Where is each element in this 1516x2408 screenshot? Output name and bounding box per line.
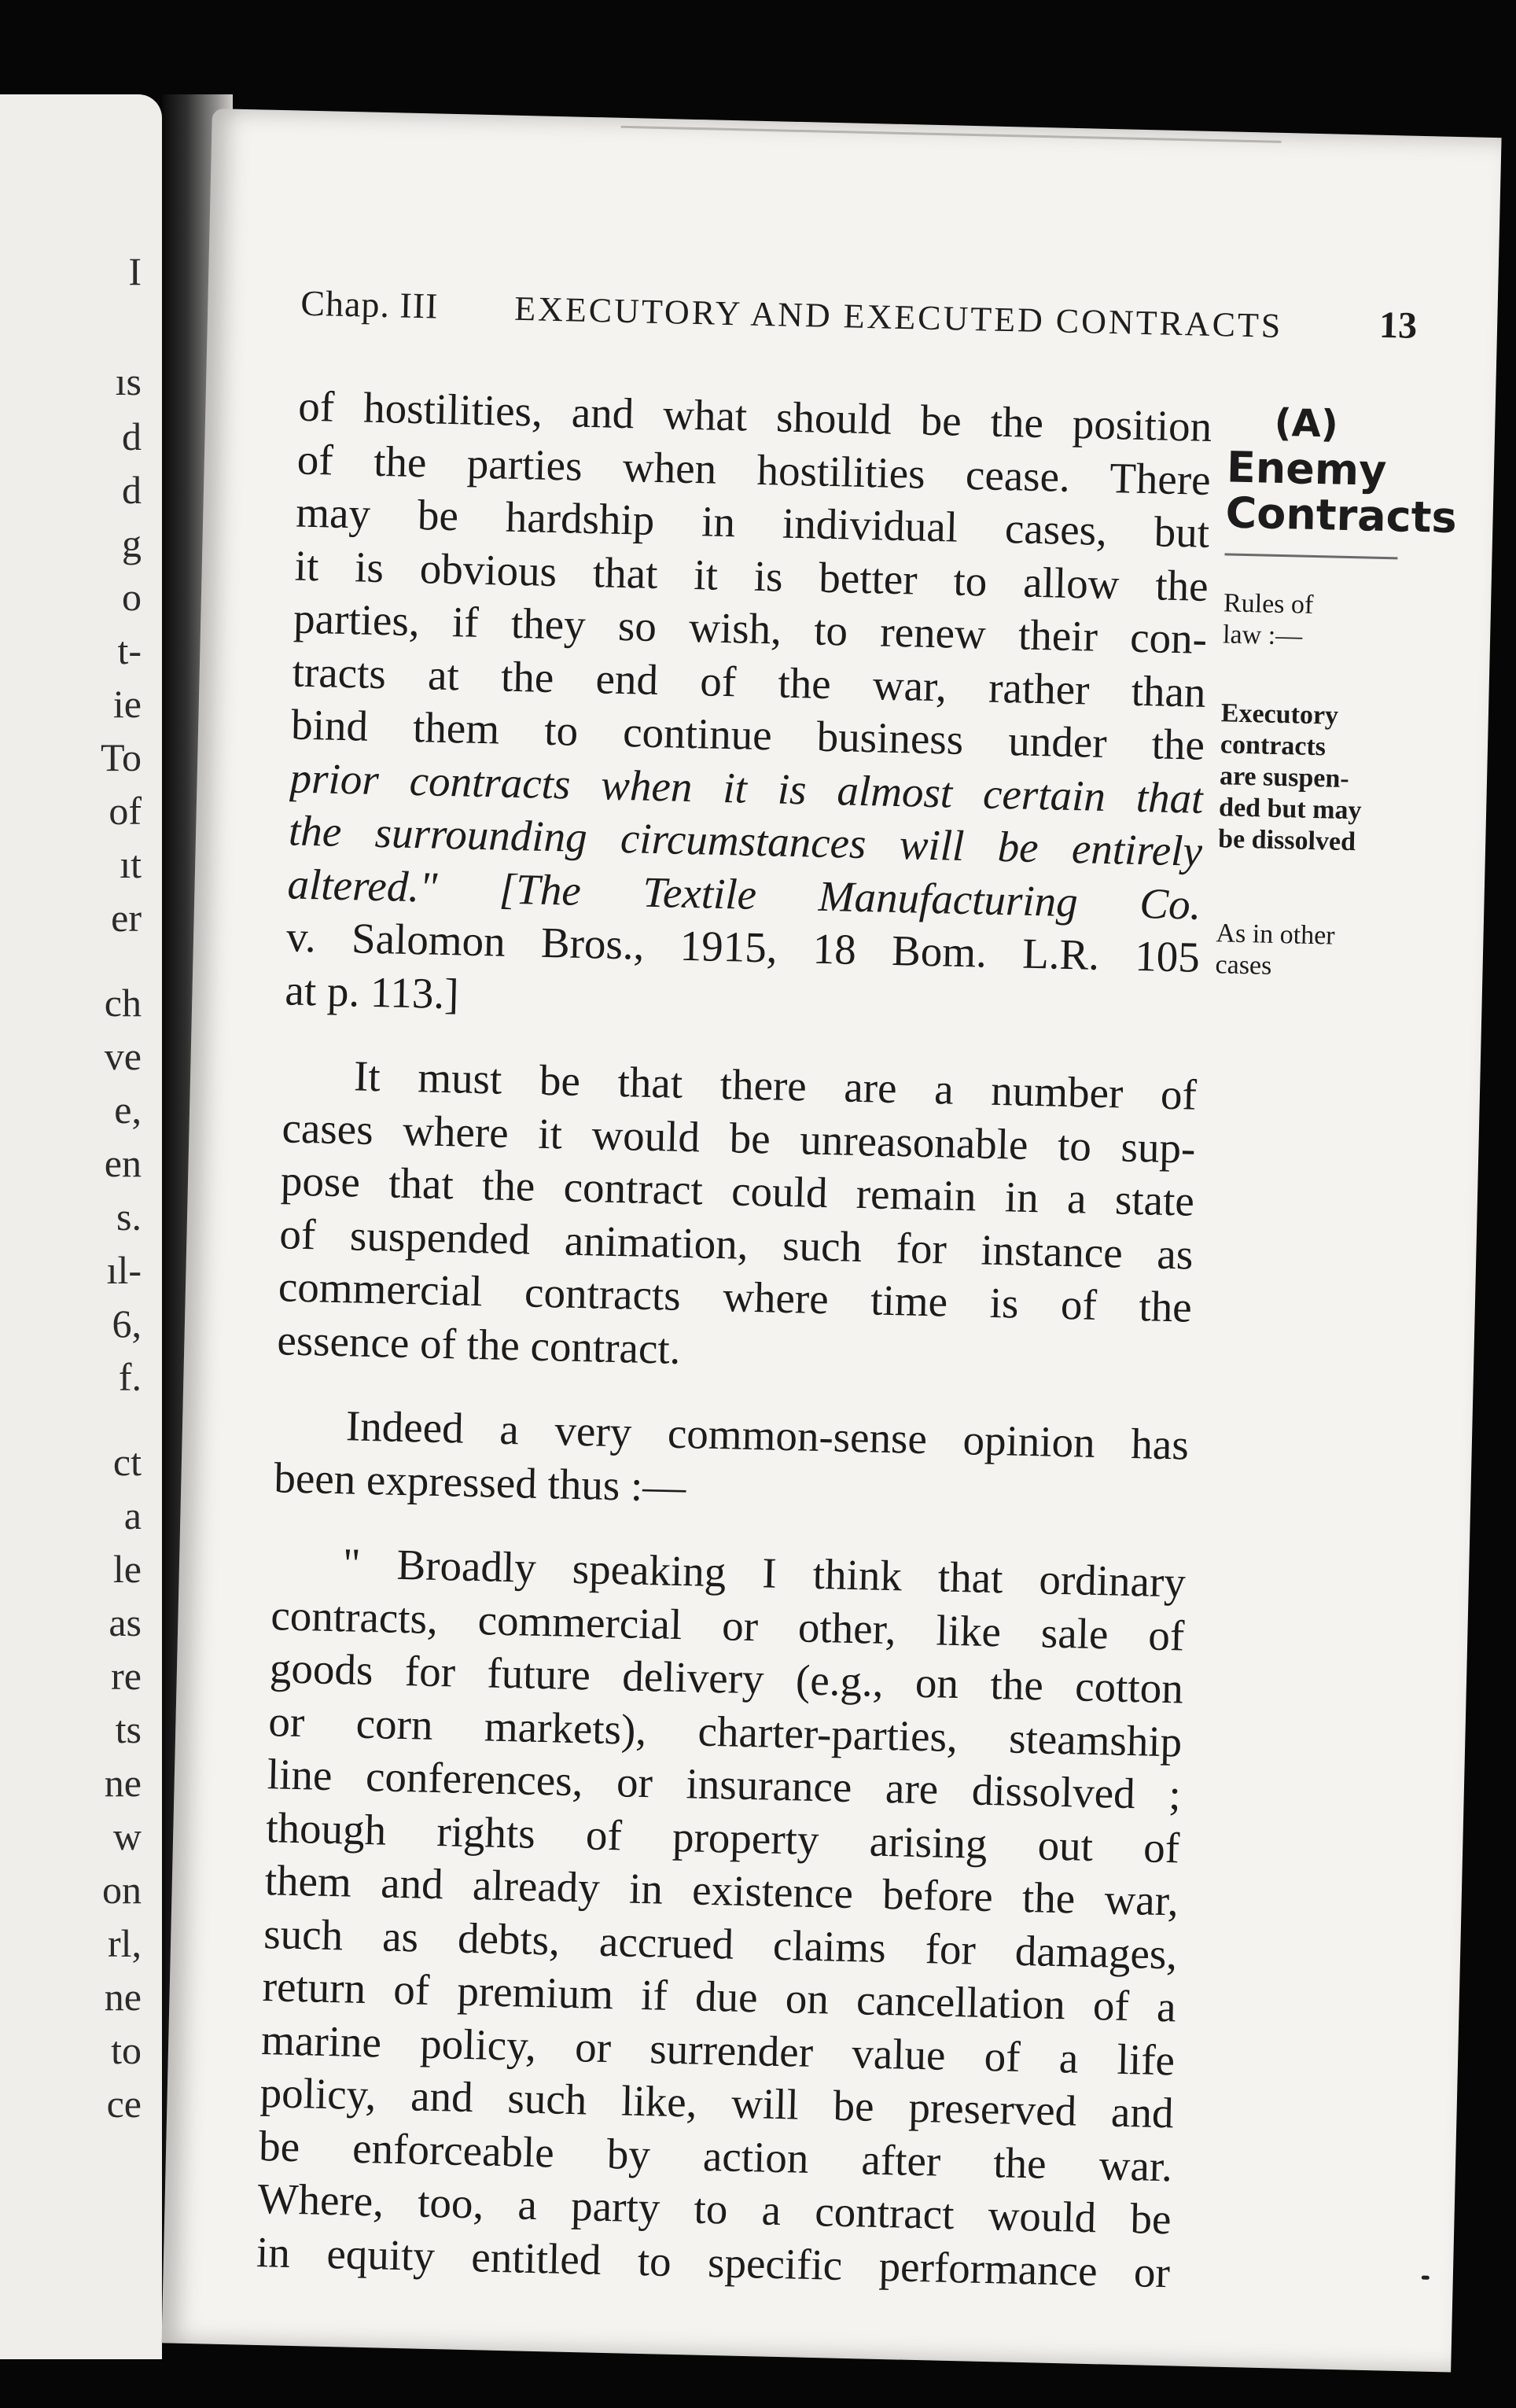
text-line: it is obvious that it is better to allow the xyxy=(294,541,1209,610)
sidenote-line: Executory xyxy=(1220,698,1339,731)
text-line: policy, and such like, will be preserved and xyxy=(259,2068,1175,2137)
left-page-fragment: as xyxy=(109,1600,142,1644)
left-page-fragment: ıl- xyxy=(106,1248,142,1292)
text-line: of hostilities, and what should be the position xyxy=(297,381,1212,451)
left-page-fragment: ie xyxy=(112,682,142,726)
text-line: essence of the contract. xyxy=(276,1315,682,1373)
left-page-fragment: ve xyxy=(104,1034,142,1078)
left-page-fragment: ıt xyxy=(120,842,142,886)
text-line: v. Salomon Bros., 1915, 18 Bom. L.R. 105 xyxy=(285,912,1201,981)
left-page-fragment: le xyxy=(112,1547,142,1591)
text-line: It must be that there are a number of xyxy=(353,1051,1198,1119)
left-page-fragment: ct xyxy=(112,1440,142,1484)
section-letter: (A) xyxy=(1274,400,1339,447)
text-line: of the parties when hostilities cease. There xyxy=(296,435,1212,504)
text-line: parties, if they so wish, to renew their con- xyxy=(293,594,1208,663)
left-page-fragment: ne xyxy=(104,1761,142,1805)
scan-speck xyxy=(1422,2276,1430,2280)
sidenote-other-cases xyxy=(1215,918,1389,985)
text-line: of suspended animation, such for instance as xyxy=(278,1209,1194,1279)
left-page-fragment: rl, xyxy=(107,1921,142,1965)
left-page-fragment: I xyxy=(128,249,142,293)
text-line: line conferences, or insurance are dissolved ; xyxy=(267,1750,1182,1819)
left-page-fragment: re xyxy=(111,1654,142,1698)
text-line: Where, too, a party to a contract would be xyxy=(257,2174,1172,2244)
left-page-fragment: d xyxy=(122,468,142,512)
right-page xyxy=(162,109,1502,2372)
left-page-fragment: 6, xyxy=(112,1302,142,1346)
sidenote-line: ded but may xyxy=(1218,793,1362,826)
text-line: may be hardship in individual cases, but xyxy=(295,488,1210,557)
left-page-fragment: ıs xyxy=(115,359,142,403)
text-line: " Broadly speaking I think that ordinary xyxy=(342,1539,1187,1607)
body-text xyxy=(256,380,1212,2299)
left-page-fragment: on xyxy=(102,1868,142,1912)
text-line: such as debts, accrued claims for damages, xyxy=(263,1909,1178,1978)
left-page-fragment: en xyxy=(104,1141,142,1185)
text-line: tracts at the end of the war, rather than xyxy=(292,647,1207,716)
text-line: bind them to continue business under the xyxy=(290,700,1205,769)
left-page-fragment: er xyxy=(111,896,142,940)
text-line: be enforceable by action after the war. xyxy=(258,2121,1173,2190)
left-page-fragment: of xyxy=(109,789,142,833)
text-line: cases where it would be unreasonable to sup- xyxy=(281,1103,1197,1173)
page-top-edge xyxy=(621,126,1282,143)
text-line: the surrounding circumstances will be entirely xyxy=(288,806,1203,875)
running-title: EXECUTORY AND EXECUTED CONTRACTS xyxy=(513,289,1283,345)
left-page-fragment: To xyxy=(100,735,142,779)
left-page-fragment: ce xyxy=(106,2082,142,2126)
text-line: goods for future delivery (e.g., on the cotton xyxy=(269,1644,1184,1713)
section-sidenote xyxy=(1224,399,1458,543)
section-title-line: Enemy xyxy=(1226,442,1388,495)
running-header xyxy=(300,276,1417,364)
text-line: at p. 113.] xyxy=(284,965,460,1018)
text-line: or corn markets), charter-parties, steamship xyxy=(267,1696,1183,1766)
text-line: in equity entitled to specific performance or xyxy=(256,2227,1171,2296)
sidenote-line: Rules of xyxy=(1223,588,1314,620)
left-page-fragment: f. xyxy=(118,1355,142,1399)
sidenote-line: cases xyxy=(1215,950,1272,981)
text-line: Indeed a very common-sense opinion has xyxy=(345,1401,1190,1469)
text-line: prior contracts when it is almost certain that xyxy=(289,753,1205,823)
sidenote-line: As in other xyxy=(1216,919,1336,951)
left-page-fragment: e, xyxy=(114,1088,142,1132)
chapter-label: Chap. III xyxy=(300,282,440,326)
sidenote-rules-of-law xyxy=(1223,587,1397,654)
left-page-fragment: to xyxy=(111,2028,142,2072)
left-page-fragment: ne xyxy=(104,1975,142,2019)
text-line: them and already in existence before the war, xyxy=(264,1856,1179,1925)
left-page-fragment: w xyxy=(112,1814,142,1858)
sidenote-executory-contracts xyxy=(1218,698,1394,859)
text-line: pose that the contract could remain in a state xyxy=(280,1156,1195,1225)
left-page-fragment: o xyxy=(122,575,142,619)
text-line: been expressed thus :— xyxy=(273,1453,687,1511)
section-title-line: Contracts xyxy=(1224,488,1458,543)
text-line: marine policy, or surrender value of a life xyxy=(260,2015,1176,2084)
left-page-fragment: ch xyxy=(104,981,142,1025)
left-facing-page xyxy=(0,94,162,2359)
left-page-fragment: s. xyxy=(116,1195,142,1239)
left-page-fragment: ts xyxy=(115,1707,142,1751)
text-line: contracts, commercial or other, like sale of xyxy=(270,1590,1185,1660)
page-number: 13 xyxy=(1378,304,1418,347)
sidenote-line: are suspen- xyxy=(1219,761,1350,794)
left-page-fragment: g xyxy=(122,521,142,565)
left-page-fragment: t- xyxy=(117,628,142,672)
text-line: altered." [The Textile Manufacturing Co. xyxy=(286,859,1202,929)
text-line: though rights of property arising out of xyxy=(265,1802,1180,1872)
sidenote-divider xyxy=(1224,553,1397,559)
text-line: return of premium if due on cancellation of a xyxy=(262,1962,1177,2031)
sidenote-line: law :— xyxy=(1222,620,1303,651)
sidenote-line: be dissolved xyxy=(1217,824,1356,857)
left-page-fragment: a xyxy=(123,1493,142,1537)
text-line: commercial contracts where time is of the xyxy=(278,1262,1193,1331)
sidenote-line: contracts xyxy=(1220,730,1326,762)
left-page-fragment: d xyxy=(122,414,142,458)
